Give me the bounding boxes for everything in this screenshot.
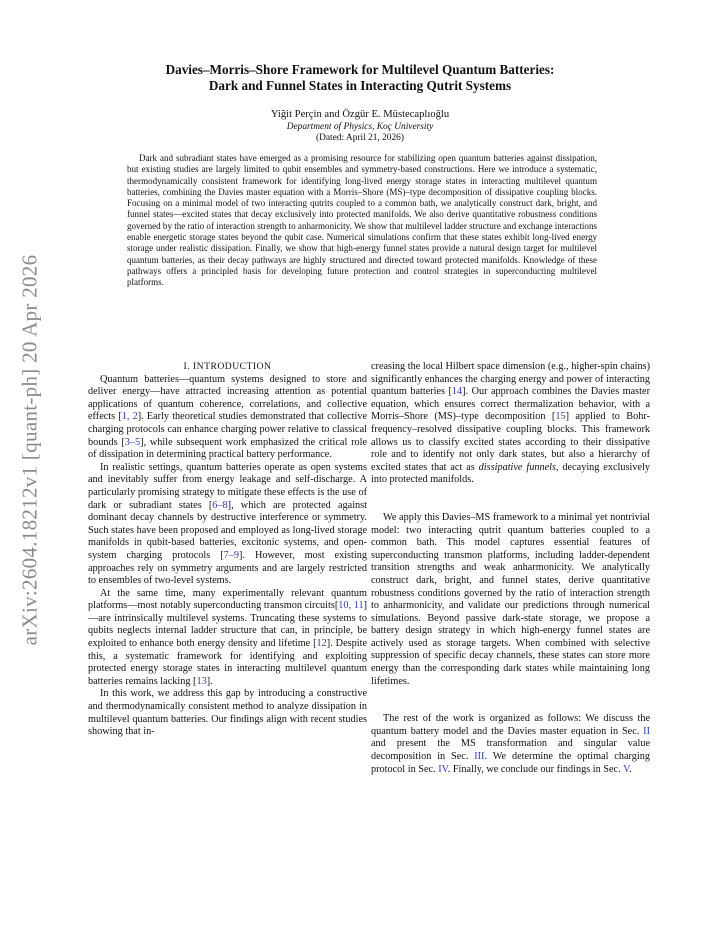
citation-link[interactable]: 14	[451, 386, 463, 398]
intro-paragraph-3: At the same time, many experimentally relevant quantum platforms—most notably superconducting transmon circuits[10, 11]—are intrinsically multilevel systems. Truncating these systems to qubits neglects internal ladder structure that can, in principle, be exploited to enhance both energy density and lifetime [12]. Despite this, a systematic framework for identifying and exploiting protected energy storage states in interacting multilevel quantum batteries remains lacking [13].	[88, 587, 367, 687]
citation-link[interactable]: 3–5	[124, 436, 141, 448]
intro-paragraph-5: We apply this Davies–MS framework to a minimal yet nontrivial model: two interacting qutrit quantum batteries coupled to a common bath. This model captures essential features of superconducting transmon platforms, including ladder-dependent transition strengths and weak anharmonicity. We analytically construct dark, bright, and funnel states, derive quantitative robustness conditions governed by the ratio of interaction strength to anharmonicity, and validate our predictions through numerical simulations. Beyond passive dark-state storage, we propose a battery design strategy in which high-energy funnel states are actively used as storage targets. When combined with selective suppression of specific decay channels, these states can store more energy than the corresponding dark states while maintaining long lifetimes.	[371, 511, 650, 687]
intro-paragraph-6: The rest of the work is organized as follows: We discuss the quantum battery model and the Davies master equation in Sec. II and present the MS transformation and singular value decomposition in Sec. III. We determine the optimal charging protocol in Sec. IV. Finally, we conclude our findings in Sec. V.	[371, 713, 650, 775]
right-column	[371, 361, 650, 776]
arxiv-sidebar-stamp	[10, 230, 50, 670]
arxiv-identifier: arXiv:2604.18212v1 [quant-ph] 20 Apr 2026	[17, 254, 42, 646]
left-column	[88, 361, 367, 739]
intro-paragraph-1: Quantum batteries—quantum systems designed to store and deliver energy—have attracted increasing attention as potential applications of quantum coherence, correlations, and collective effects [1, 2]. Early theoretical studies demonstrated that collective charging protocols can enhance charging power relative to classical bounds [3–5], while subsequent work emphasized the critical role of dissipation in determining practical battery performance.	[88, 373, 368, 461]
citation-link[interactable]: 13	[196, 675, 207, 687]
authors: Yiğit Perçin and Özgür E. Müstecaplıoğlu	[270, 109, 450, 120]
citation-link[interactable]: 7–9	[223, 549, 239, 561]
citation-link[interactable]: 10, 11	[338, 600, 364, 612]
section-link[interactable]: IV	[438, 763, 448, 775]
title-line-1: Davies–Morris–Shore Framework for Multilevel Quantum Batteries:	[165, 62, 555, 77]
abstract-text: Dark and subradiant states have emerged as a promising resource for stabilizing open quantum batteries against dissipation, but existing studies are largely limited to qubit ensembles and symmetry-based constructions. Here we introduce a systematic, thermodynamically consistent framework for identifying long-lived energy storage states in interacting multilevel quantum batteries, combining the Davies master equation with a Morris–Shore (MS)–type decomposition of dissipative coupling blocks. Focusing on a minimal model of two interacting qutrits coupled to a common bath, we analytically construct dark, bright, and funnel states—excited states that decay exclusively into protected manifolds. We also derive quantitative robustness conditions governed by the ratio of interaction strength to anharmonicity. We show that multilevel ladder structure and exchange interactions enable energetic storage states beyond the qubit case. Numerical simulations confirm that these states exhibit long-lived energy storage under realistic dissipation. Finally, we show that high-energy funnel states provide a natural design target for multilevel quantum batteries, as their decay pathways are highly structured and directed toward protected manifolds. Knowledge of these pathways offers a principled basis for developing future protection and control strategies in superconducting multilevel platforms.	[127, 153, 597, 288]
section-link[interactable]: V	[623, 763, 630, 775]
title-line-2: Dark and Funnel States in Interacting Qutrit Systems	[208, 78, 512, 93]
section-link[interactable]: II	[643, 725, 650, 737]
intro-paragraph-4-continued: creasing the local Hilbert space dimension (e.g., higher-spin chains) significantly enhances the charging energy and power of interacting quantum batteries [14]. Our approach combines the Davies master equation, which ensures correct thermalization behavior, with a Morris–Shore (MS)–type decomposition [15] applied to Bohr-frequency–resolved dissipative coupling blocks. This framework allows us to classify excited states according to their dissipative role and to identify not only dark states, but also a hierarchy of excited states that act as dissipative funnels, decaying exclusively into protected manifolds.	[371, 361, 651, 486]
section-link[interactable]: III	[474, 751, 485, 763]
date-line: (Dated: April 21, 2026)	[315, 133, 404, 143]
citation-link[interactable]: 1, 2	[121, 411, 138, 423]
intro-paragraph-4: In this work, we address this gap by introducing a constructive and thermodynamically consistent method to analyze dissipation in multilevel quantum batteries. Our findings align with recent studies showing that in-	[88, 688, 367, 738]
intro-paragraph-2: In realistic settings, quantum batteries operate as open systems and inevitably suffer from energy leakage and self-discharge. A particularly promising strategy to mitigate these effects is the use of dark or subradiant states [6–8], which are protected against dominant decay channels by destructive interference or symmetry. Such states have been proposed and employed as long-lived storage manifolds in qubit-based batteries, excitonic systems, and open-system charging protocols [7–9]. However, most existing approaches rely on symmetry arguments and are largely restricted to ensembles of two-level systems.	[88, 461, 367, 587]
citation-link[interactable]: 6–8	[212, 499, 228, 511]
citation-link[interactable]: 15	[555, 411, 566, 423]
paper-title	[90, 62, 630, 94]
affiliation: Department of Physics, Koç University	[286, 122, 434, 132]
section-heading-introduction: I. INTRODUCTION	[183, 361, 272, 372]
abstract	[127, 153, 597, 289]
citation-link[interactable]: 12	[316, 638, 327, 650]
